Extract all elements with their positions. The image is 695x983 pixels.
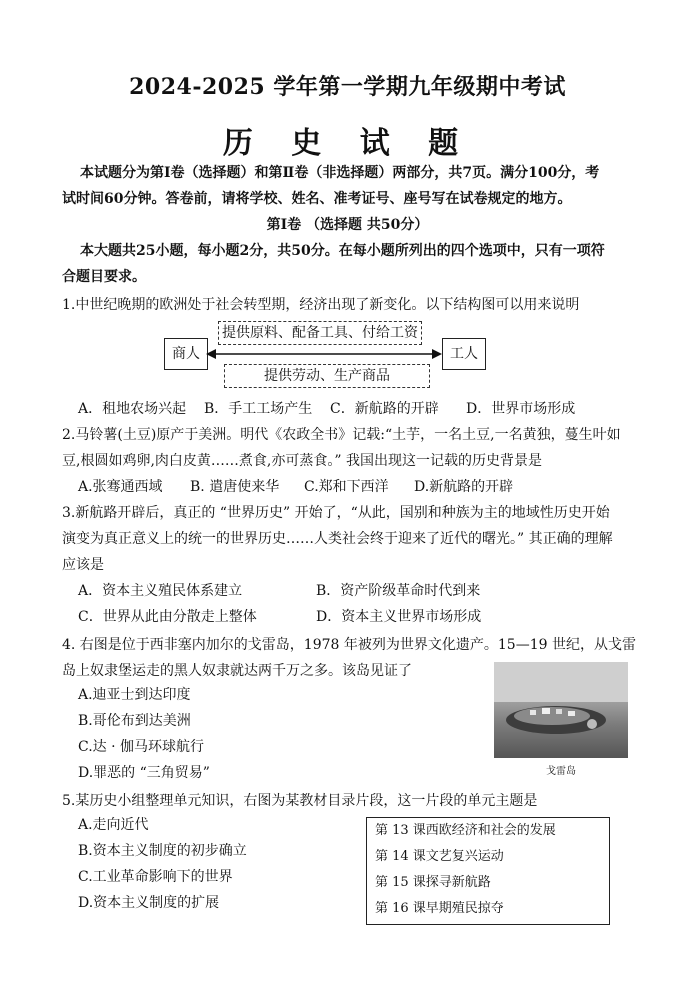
q3-option-a: A．资本主义殖民体系建立 xyxy=(78,583,243,599)
section-instructions-1: 本大题共25小题，每小题2分，共50分。在每小题所列出的四个选项中，只有一项符 xyxy=(80,243,605,259)
toc-item: 第 13 课西欧经济和社会的发展 xyxy=(375,823,556,838)
q2-option-d: D.新航路的开辟 xyxy=(414,479,514,495)
worker-box: 工人 xyxy=(442,338,486,370)
q3-option-c: C．世界从此由分散走上整体 xyxy=(78,609,257,625)
intro-line-1: 本试题分为第Ⅰ卷（选择题）和第Ⅱ卷（非选择题）两部分，共7页。满分100分，考 xyxy=(80,165,600,181)
q2-line-1: 2.马铃薯(土豆)原产于美洲。明代《农政全书》记载:“土芋，一名土豆,一名黄独，蔓生叶如 xyxy=(62,427,621,443)
q1-option-b: B．手工工场产生 xyxy=(204,401,313,417)
toc-item: 第 14 课文艺复兴运动 xyxy=(375,849,504,864)
q5-option-a: A.走向近代 xyxy=(78,817,149,833)
toc-item: 第 16 课早期殖民掠夺 xyxy=(375,901,504,916)
toc-item: 第 15 课探寻新航路 xyxy=(375,875,491,890)
intro-line-2: 试时间60分钟。答卷前，请将学校、姓名、准考证号、座号写在试卷规定的地方。 xyxy=(62,191,572,207)
q4-option-b: B.哥伦布到达美洲 xyxy=(78,713,191,729)
q2-line-2: 豆,根圆如鸡卵,肉白皮黄……煮食,亦可蒸食。” 我国出现这一记载的历史背景是 xyxy=(62,453,542,469)
top-label-box: 提供原料、配备工具、付给工资 xyxy=(218,321,422,345)
exam-title: 2024-2025 学年第一学期九年级期中考试 xyxy=(129,74,566,100)
q5-option-d: D.资本主义制度的扩展 xyxy=(78,895,220,911)
photo-caption: 戈雷岛 xyxy=(546,766,576,777)
q3-line-3: 应该是 xyxy=(62,557,104,573)
q5-option-c: C.工业革命影响下的世界 xyxy=(78,869,233,885)
island-icon xyxy=(494,662,628,758)
section-instructions-2: 合题目要求。 xyxy=(62,269,146,285)
q4-option-a: A.迪亚士到达印度 xyxy=(78,687,191,703)
q3-option-d: D．资本主义世界市场形成 xyxy=(316,609,482,625)
q4-option-c: C.达 · 伽马环球航行 xyxy=(78,739,205,755)
q1-option-a: A．租地农场兴起 xyxy=(78,401,187,417)
q4-line-1: 4. 右图是位于西非塞内加尔的戈雷岛，1978 年被列为世界文化遗产。15—19 世纪，从戈雷 xyxy=(62,637,636,653)
q3-option-b: B．资产阶级革命时代到来 xyxy=(316,583,481,599)
q2-option-c: C.郑和下西洋 xyxy=(304,479,389,495)
q1-diagram xyxy=(160,318,478,398)
double-arrow-icon xyxy=(206,344,442,364)
goree-island-photo xyxy=(494,662,628,758)
textbook-toc xyxy=(366,817,610,925)
bottom-label-box: 提供劳动、生产商品 xyxy=(224,364,430,388)
q4-option-d: D.罪恶的 “三角贸易” xyxy=(78,765,210,781)
q3-line-2: 演变为真正意义上的统一的世界历史……人类社会终于迎来了近代的曙光。” 其正确的理解 xyxy=(62,531,613,547)
q1-stem: 1.中世纪晚期的欧洲处于社会转型期，经济出现了新变化。以下结构图可以用来说明 xyxy=(62,297,580,313)
q5-option-b: B.资本主义制度的初步确立 xyxy=(78,843,247,859)
q3-line-1: 3.新航路开辟后，真正的 “世界历史” 开始了，“从此，国别和种族为主的地域性历史开始 xyxy=(62,505,610,521)
q2-option-b: B. 遣唐使来华 xyxy=(190,479,280,495)
section-heading: 第Ⅰ卷 （选择题 共50分） xyxy=(266,217,429,233)
q2-option-a: A.张骞通西域 xyxy=(78,479,163,495)
q4-line-2: 岛上奴隶堡运走的黑人奴隶就达两千万之多。该岛见证了 xyxy=(62,663,412,679)
q1-option-d: D．世界市场形成 xyxy=(466,401,576,417)
merchant-box: 商人 xyxy=(164,338,208,370)
q1-option-c: C．新航路的开辟 xyxy=(330,401,439,417)
subject-title: 历 史 试 题 xyxy=(222,126,473,161)
q5-stem: 5.某历史小组整理单元知识，右图为某教材目录片段，这一片段的单元主题是 xyxy=(62,793,538,809)
